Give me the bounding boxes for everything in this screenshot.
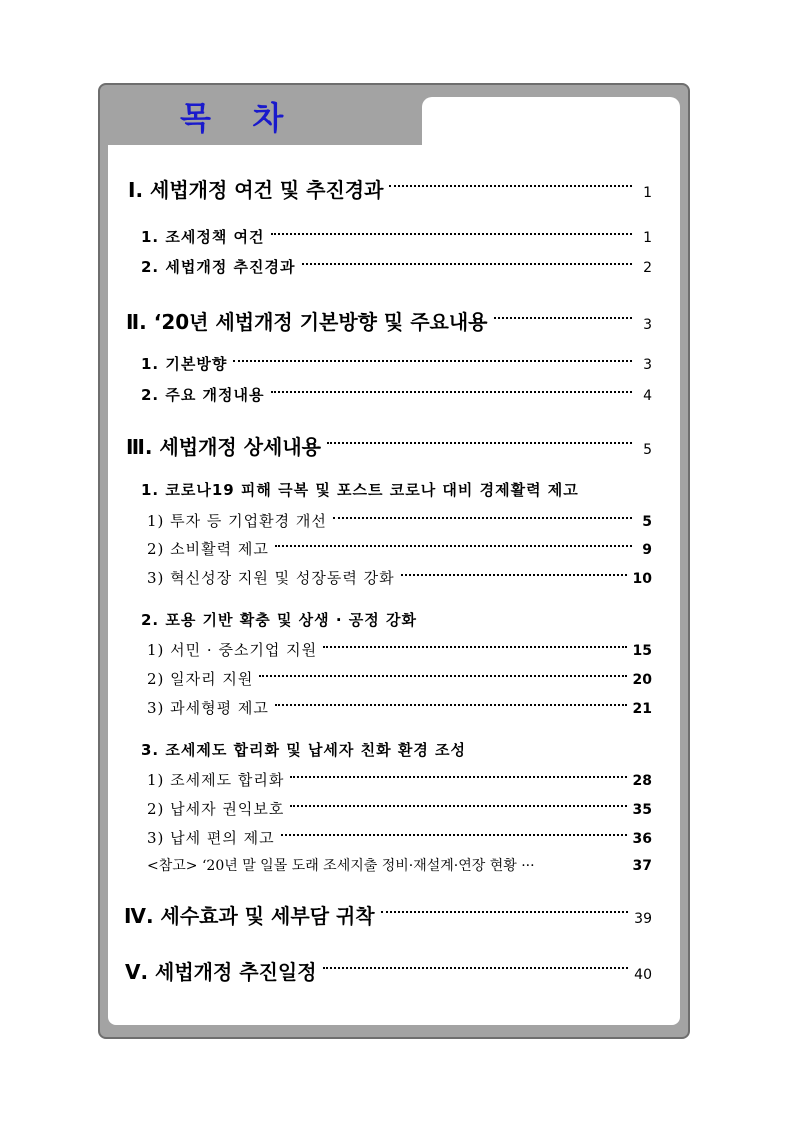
page-number: 28 <box>632 773 652 789</box>
toc-entry-section-3[interactable]: Ⅲ. 세법개정 상세내용 5 <box>126 435 652 459</box>
toc-entry-3-3-1[interactable]: 1) 조세제도 합리화 28 <box>147 771 652 789</box>
page-number: 20 <box>632 672 652 688</box>
leader-dots <box>271 233 632 235</box>
page-number: 40 <box>634 967 652 983</box>
page-number: 3 <box>643 317 652 333</box>
leader-dots <box>494 317 633 319</box>
leader-dots <box>327 442 632 444</box>
toc-entry-section-4[interactable]: Ⅳ. 세수효과 및 세부담 귀착 39 <box>124 904 652 928</box>
toc-entry-3-2-3[interactable]: 3) 과세형평 제고 21 <box>147 699 652 717</box>
toc-entry-3-3-3[interactable]: 3) 납세 편의 제고 36 <box>147 829 652 847</box>
title-tab <box>100 85 426 145</box>
page-number: 37 <box>632 858 652 874</box>
leader-dots <box>290 776 626 778</box>
toc-entry-3-2-2[interactable]: 2) 일자리 지원 20 <box>147 670 652 688</box>
toc-entry-3-1-2[interactable]: 2) 소비활력 제고 9 <box>147 540 652 558</box>
toc-entry-3-1-3[interactable]: 3) 혁신성장 지원 및 성장동력 강화 10 <box>147 569 652 587</box>
toc-entry-3-2-1[interactable]: 1) 서민 · 중소기업 지원 15 <box>147 641 652 659</box>
page-number: 36 <box>632 831 652 847</box>
leader-dots <box>323 967 629 969</box>
toc-entry-section-5[interactable]: Ⅴ. 세법개정 추진일정 40 <box>125 960 652 984</box>
toc-entry-reference[interactable]: <참고> ‘20년 말 일몰 도래 조세지출 정비·재설계·연장 현황 ··· 37 <box>147 858 652 874</box>
page-number: 15 <box>632 643 652 659</box>
leader-dots <box>333 517 632 519</box>
leader-dots <box>259 675 626 677</box>
toc-subheading-3-3[interactable]: 3. 조세제도 합리화 및 납세자 친화 환경 조성 <box>141 741 467 759</box>
leader-dots <box>290 805 626 807</box>
page-number: 21 <box>632 701 652 717</box>
leader-dots <box>323 646 626 648</box>
toc-entry-3-1-1[interactable]: 1) 투자 등 기업환경 개선 5 <box>147 512 652 530</box>
leader-dots <box>281 834 627 836</box>
page-number: 4 <box>643 388 652 404</box>
toc-entry-section-2[interactable]: Ⅱ. ‘20년 세법개정 기본방향 및 주요내용 3 <box>126 310 652 334</box>
page-number: 1 <box>643 185 652 201</box>
page-number: 2 <box>643 260 652 276</box>
toc-entry-3-3-2[interactable]: 2) 납세자 권익보호 35 <box>147 800 652 818</box>
page-number: 10 <box>632 571 652 587</box>
toc-entry-1-1[interactable]: 1. 조세정책 여건 1 <box>141 228 652 246</box>
toc-entry-2-1[interactable]: 1. 기본방향 3 <box>141 355 652 373</box>
leader-dots <box>381 911 629 913</box>
page-number: 39 <box>634 911 652 927</box>
page-number: 1 <box>643 230 652 246</box>
page-number: 3 <box>643 357 652 373</box>
leader-dots <box>389 185 632 187</box>
page-number: 35 <box>632 802 652 818</box>
toc-entry-section-1[interactable]: Ⅰ. 세법개정 여건 및 추진경과 1 <box>128 178 652 202</box>
page-number: 5 <box>643 442 652 458</box>
toc-subheading-3-1[interactable]: 1. 코로나19 피해 극복 및 포스트 코로나 대비 경제활력 제고 <box>141 481 579 499</box>
leader-dots <box>233 360 632 362</box>
leader-dots <box>271 391 632 393</box>
page-number: 9 <box>642 542 652 558</box>
leader-dots <box>275 704 627 706</box>
leader-dots <box>275 545 632 547</box>
toc-entry-2-2[interactable]: 2. 주요 개정내용 4 <box>141 386 652 404</box>
toc-subheading-3-2[interactable]: 2. 포용 기반 확충 및 상생 · 공정 강화 <box>141 611 417 629</box>
toc-entry-1-2[interactable]: 2. 세법개정 추진경과 2 <box>141 258 652 276</box>
leader-dots <box>302 263 632 265</box>
leader-dots <box>401 574 627 576</box>
page-title: 목 차 <box>180 99 286 137</box>
page-number: 5 <box>642 514 652 530</box>
